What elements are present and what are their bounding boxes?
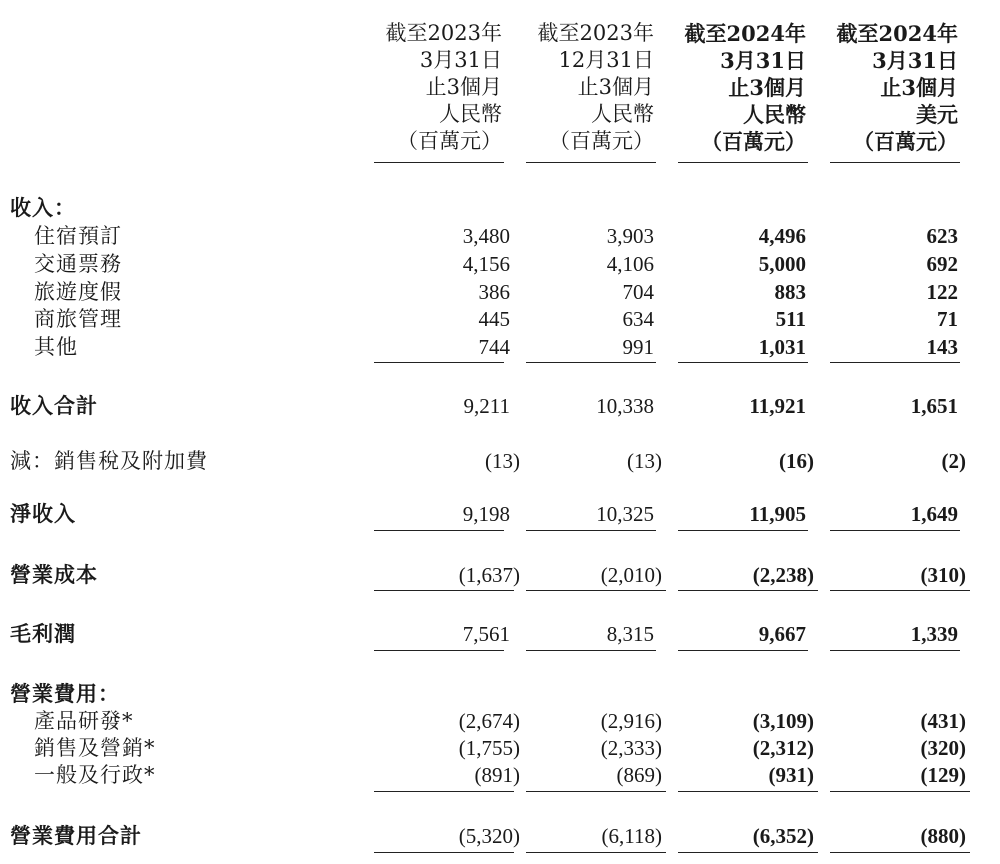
subtotal-rule (526, 650, 656, 651)
header-rule (830, 162, 960, 163)
subtotal-rule (830, 650, 960, 651)
cell-value: 511 (775, 307, 806, 331)
cell-value: (931) (768, 763, 814, 787)
cell-value: 3,480 (462, 224, 510, 248)
cell-value: (2,333) (600, 736, 662, 760)
cell-value: (2,010) (600, 563, 662, 587)
table-row (0, 707, 1000, 735)
cell-value: 9,198 (462, 502, 510, 526)
subtotal-rule (526, 791, 666, 792)
cell-value: 704 (622, 280, 654, 304)
cost-of-revenue-row (0, 561, 1000, 589)
total-rule (526, 852, 666, 853)
cell-value: (129) (920, 763, 966, 787)
subtotal-rule (678, 650, 808, 651)
cell-value: 386 (478, 280, 510, 304)
row-label: 銷售及營銷* (34, 736, 156, 760)
cell-value: 4,156 (462, 252, 510, 276)
cell-value: (13) (485, 449, 520, 473)
row-label: 毛利潤 (10, 621, 76, 646)
header-rule (526, 162, 656, 163)
row-label: 減：銷售稅及附加費 (10, 449, 208, 473)
cell-value: 5,000 (758, 252, 806, 276)
opex-header-row (0, 680, 1000, 708)
row-label: 一般及行政* (34, 763, 156, 787)
table-row (0, 278, 1000, 306)
cell-value: (2,674) (458, 709, 520, 733)
header-line: 截至2023年 (537, 21, 654, 45)
row-label: 其他 (34, 335, 78, 359)
header-line: 人民幣 (591, 102, 654, 126)
subtotal-rule (526, 530, 656, 531)
sales-tax-row (0, 447, 1000, 475)
cell-value: (891) (474, 763, 520, 787)
subtotal-rule (678, 791, 818, 792)
header-rule (374, 162, 504, 163)
cell-value: 991 (622, 335, 654, 359)
table-row (0, 250, 1000, 278)
row-label: 淨收入 (10, 501, 76, 526)
cell-value: (869) (616, 763, 662, 787)
cell-value: 623 (926, 224, 958, 248)
column-header-2023-mar (362, 20, 502, 155)
cell-value: 3,903 (606, 224, 654, 248)
revenue-header-row (0, 194, 1000, 222)
cell-value: (6,352) (752, 824, 814, 848)
table-row (0, 222, 1000, 250)
cell-value: (310) (920, 563, 966, 587)
cell-value: (3,109) (752, 709, 814, 733)
cell-value: 1,649 (910, 502, 958, 526)
gross-profit-row (0, 620, 1000, 648)
header-line: （百萬元） (701, 129, 806, 154)
cell-value: 9,211 (463, 394, 510, 418)
total-rule (830, 852, 970, 853)
header-line: 截至2024年 (684, 21, 806, 46)
table-row (0, 734, 1000, 762)
cell-value: 744 (478, 335, 510, 359)
total-revenue-row (0, 392, 1000, 420)
cell-value: (1,755) (458, 736, 520, 760)
subtotal-rule (374, 362, 504, 363)
cell-value: 883 (774, 280, 806, 304)
header-line: 3月31日 (720, 48, 806, 73)
cell-value: (13) (627, 449, 662, 473)
column-header-2024-mar-usd (818, 20, 958, 155)
cell-value: 9,667 (758, 622, 806, 646)
row-label: 收入合計 (10, 393, 98, 418)
subtotal-rule (374, 650, 504, 651)
net-revenue-row (0, 500, 1000, 528)
header-line: 3月31日 (872, 48, 958, 73)
header-line: 截至2023年 (385, 21, 502, 45)
cell-value: 1,339 (910, 622, 958, 646)
cell-value: 71 (937, 307, 958, 331)
row-label: 產品研發* (34, 709, 134, 733)
cell-value: (2) (941, 449, 966, 473)
cell-value: 1,651 (910, 394, 958, 418)
cell-value: (880) (920, 824, 966, 848)
subtotal-rule (830, 530, 960, 531)
row-label: 營業成本 (10, 562, 98, 587)
table-row (0, 333, 1000, 361)
header-line: （百萬元） (853, 129, 958, 154)
subtotal-rule (526, 590, 666, 591)
cell-value: 11,905 (749, 502, 806, 526)
cell-value: (6,118) (601, 824, 662, 848)
subtotal-rule (678, 590, 818, 591)
column-header-2023-dec (514, 20, 654, 155)
cell-value: 8,315 (606, 622, 654, 646)
cell-value: (431) (920, 709, 966, 733)
cell-value: (5,320) (458, 824, 520, 848)
row-label: 收入： (10, 195, 76, 220)
header-line: 止3個月 (728, 75, 806, 100)
total-rule (374, 852, 514, 853)
cell-value: (2,238) (752, 563, 814, 587)
cell-value: 143 (926, 335, 958, 359)
subtotal-rule (830, 590, 970, 591)
header-rule (678, 162, 808, 163)
header-line: （百萬元） (549, 129, 654, 153)
row-label: 營業費用合計 (10, 823, 142, 848)
subtotal-rule (678, 530, 808, 531)
subtotal-rule (678, 362, 808, 363)
row-label: 住宿預訂 (34, 224, 122, 248)
cell-value: 11,921 (749, 394, 806, 418)
column-header-2024-mar-rmb (666, 20, 806, 155)
total-rule (678, 852, 818, 853)
cell-value: 4,496 (758, 224, 806, 248)
subtotal-rule (526, 362, 656, 363)
row-label: 交通票務 (34, 252, 122, 276)
row-label: 旅遊度假 (34, 280, 122, 304)
cell-value: 1,031 (758, 335, 806, 359)
header-line: 止3個月 (425, 75, 502, 99)
cell-value: 10,338 (596, 394, 654, 418)
subtotal-rule (830, 791, 970, 792)
cell-value: (320) (920, 736, 966, 760)
subtotal-rule (374, 791, 514, 792)
total-opex-row (0, 822, 1000, 850)
cell-value: (16) (779, 449, 814, 473)
cell-value: 7,561 (462, 622, 510, 646)
subtotal-rule (830, 362, 960, 363)
cell-value: 10,325 (596, 502, 654, 526)
cell-value: 445 (478, 307, 510, 331)
table-row (0, 761, 1000, 789)
row-label: 營業費用： (10, 681, 120, 706)
header-line: 截至2024年 (836, 21, 958, 46)
header-line: 人民幣 (743, 102, 806, 127)
subtotal-rule (374, 590, 514, 591)
cell-value: 634 (622, 307, 654, 331)
row-label: 商旅管理 (34, 307, 122, 331)
cell-value: (1,637) (458, 563, 520, 587)
header-line: 3月31日 (419, 48, 502, 72)
subtotal-rule (374, 530, 504, 531)
cell-value: (2,916) (600, 709, 662, 733)
header-line: 美元 (916, 102, 958, 127)
cell-value: 4,106 (606, 252, 654, 276)
header-line: 止3個月 (577, 75, 654, 99)
header-line: 止3個月 (880, 75, 958, 100)
cell-value: 692 (926, 252, 958, 276)
header-line: 人民幣 (439, 102, 502, 126)
header-line: （百萬元） (397, 129, 502, 153)
table-row (0, 305, 1000, 333)
header-line: 12月31日 (558, 48, 654, 72)
cell-value: (2,312) (752, 736, 814, 760)
cell-value: 122 (926, 280, 958, 304)
